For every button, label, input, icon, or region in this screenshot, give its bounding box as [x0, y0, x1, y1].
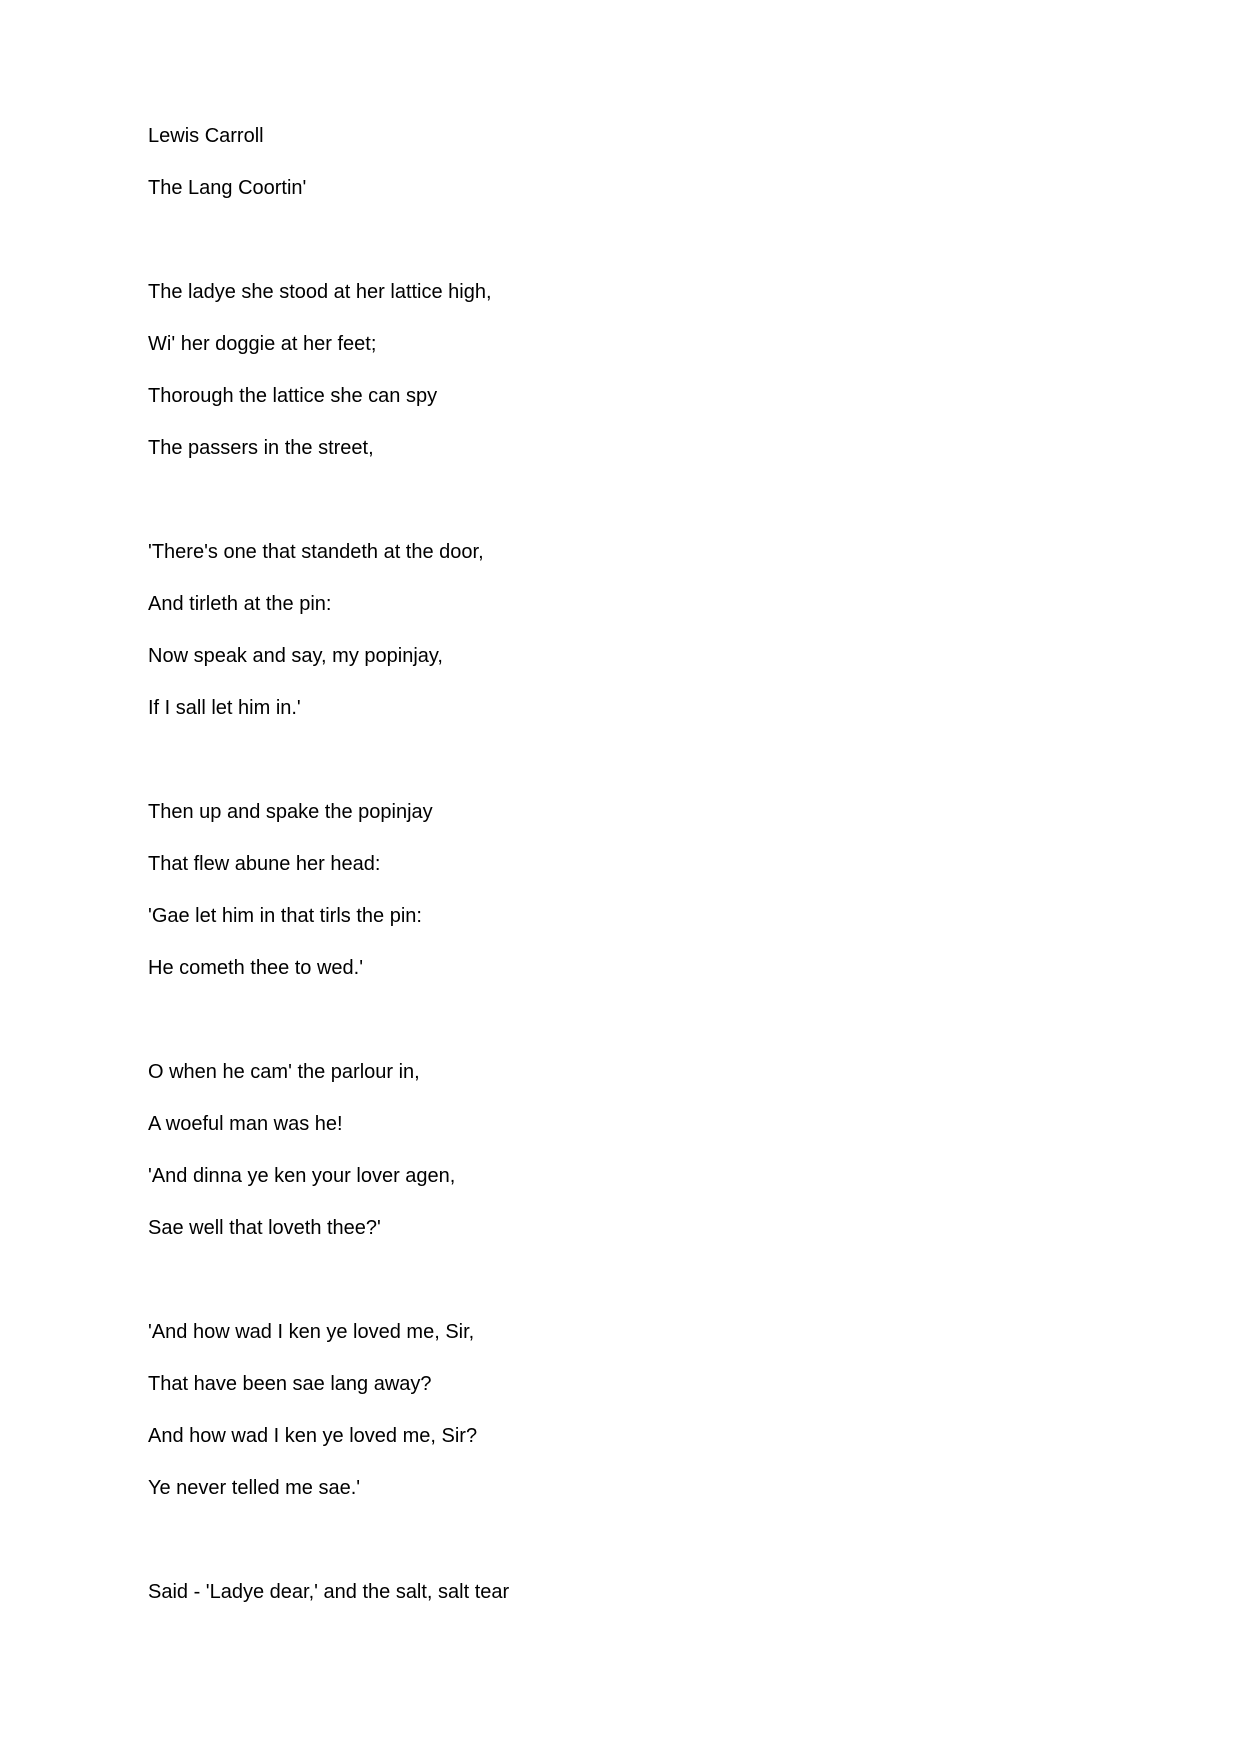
poem-line: The passers in the street,	[148, 437, 374, 459]
blank-line	[148, 734, 1148, 786]
poem-line: 'There's one that standeth at the door,	[148, 541, 484, 563]
blank-line	[148, 214, 1148, 266]
poem-line: The ladye she stood at her lattice high,	[148, 281, 492, 303]
poem-line: That have been sae lang away?	[148, 1373, 432, 1395]
blank-line	[148, 474, 1148, 526]
poem-line: That flew abune her head:	[148, 853, 381, 875]
poem-line: Then up and spake the popinjay	[148, 801, 433, 823]
blank-line	[148, 994, 1148, 1046]
poem-line: Ye never telled me sae.'	[148, 1477, 361, 1499]
stanza-5	[148, 1306, 1148, 1514]
poem-line: And how wad I ken ye loved me, Sir?	[148, 1425, 478, 1447]
poem-line: Thorough the lattice she can spy	[148, 385, 438, 407]
author-name: Lewis Carroll	[148, 125, 264, 147]
poem-line: O when he cam' the parlour in,	[148, 1061, 420, 1083]
stanza-3	[148, 786, 1148, 994]
poem-line: Sae well that loveth thee?'	[148, 1217, 381, 1239]
poem-line: Now speak and say, my popinjay,	[148, 645, 443, 667]
poem-text	[148, 110, 1148, 1618]
stanza-4	[148, 1046, 1148, 1254]
blank-line	[148, 1254, 1148, 1306]
stanza-1	[148, 266, 1148, 474]
blank-line	[148, 1514, 1148, 1566]
poem-line: 'And dinna ye ken your lover agen,	[148, 1165, 456, 1187]
poem-line: 'And how wad I ken ye loved me, Sir,	[148, 1321, 475, 1343]
poem-line: Said - 'Ladye dear,' and the salt, salt tear	[148, 1581, 510, 1603]
poem-line: 'Gae let him in that tirls the pin:	[148, 905, 422, 927]
poem-line: A woeful man was he!	[148, 1113, 343, 1135]
stanza-2	[148, 526, 1148, 734]
poem-line: He cometh thee to wed.'	[148, 957, 364, 979]
poem-line: If I sall let him in.'	[148, 697, 301, 719]
poem-line: And tirleth at the pin:	[148, 593, 332, 615]
poem-line: Wi' her doggie at her feet;	[148, 333, 377, 355]
stanza-6	[148, 1566, 1148, 1618]
poem-title: The Lang Coortin'	[148, 177, 307, 199]
